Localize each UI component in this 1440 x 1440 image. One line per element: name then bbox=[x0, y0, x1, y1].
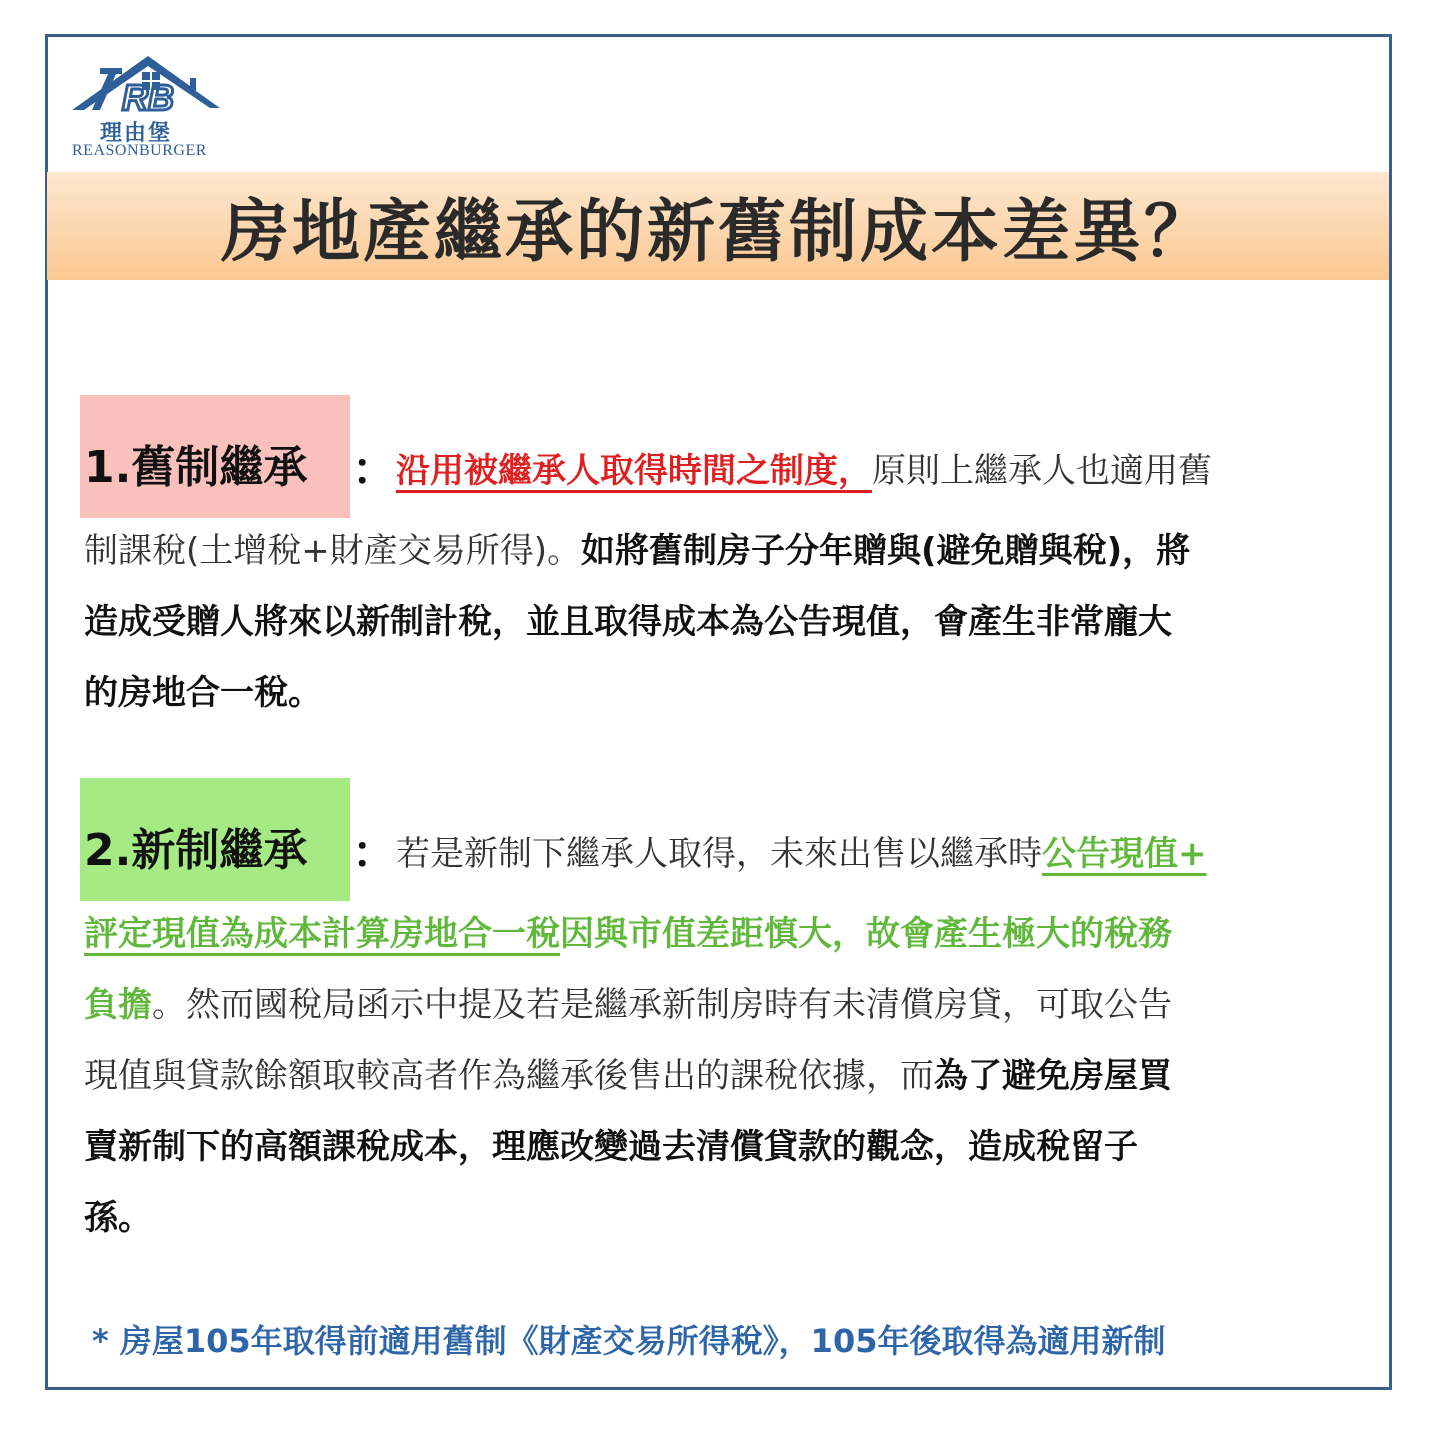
section2-line4-plain: 現值與貸款餘額取較高者作為繼承後售出的課稅依據，而 bbox=[84, 1056, 934, 1096]
footer-note: * 房屋105年取得前適用舊制《財產交易所得稅》，105年後取得為適用新制 bbox=[92, 1322, 1166, 1360]
section2-line3-green: 負擔 bbox=[84, 985, 152, 1025]
section2-line1 bbox=[396, 826, 1207, 875]
section2-line1-green: 公告現值+ bbox=[1042, 834, 1207, 874]
section2-line5: 賣新制下的高額課稅成本，理應改變過去清償貸款的觀念，造成稅留子 bbox=[84, 1127, 1138, 1167]
title-banner bbox=[47, 172, 1389, 280]
section1-line1-plain: 原則上繼承人也適用舊 bbox=[872, 451, 1212, 491]
logo-monogram: RB bbox=[122, 77, 174, 118]
section1-heading: 1.舊制繼承 bbox=[84, 442, 308, 493]
section2-heading: 2.新制繼承 bbox=[84, 825, 308, 876]
section2-line2-green-underlined: 評定現值為成本計算房地合一稅 bbox=[84, 914, 560, 954]
section1-line2 bbox=[84, 523, 1190, 572]
section2-line3 bbox=[84, 977, 1172, 1026]
section1-line2-plain: 制課稅(土增稅+財產交易所得)。 bbox=[84, 531, 582, 571]
section2-line2 bbox=[84, 906, 1172, 955]
section1-line4: 的房地合一稅。 bbox=[84, 673, 322, 713]
section1-line2-bold: 如將舊制房子分年贈與(避免贈與稅)，將 bbox=[581, 531, 1191, 571]
section1-colon: ： bbox=[352, 444, 396, 495]
section2-colon: ： bbox=[352, 827, 396, 878]
section2-line4 bbox=[84, 1048, 1172, 1097]
section2-line6: 孫。 bbox=[84, 1198, 152, 1238]
section1-red-text: 沿用被繼承人取得時間之制度， bbox=[396, 451, 872, 491]
section1-line1 bbox=[396, 443, 1212, 492]
section2-line3-plain: 。然而國稅局函示中提及若是繼承新制房時有未清償房貸，可取公告 bbox=[152, 985, 1172, 1025]
section2-line1-plain: 若是新制下繼承人取得，未來出售以繼承時 bbox=[396, 834, 1042, 874]
logo-english-name: REASONBURGER bbox=[72, 142, 207, 159]
section2-line2-green: 因與市值差距慎大，故會產生極大的稅務 bbox=[560, 914, 1172, 954]
section1-line3: 造成受贈人將來以新制計稅，並且取得成本為公告現值，會產生非常龐大 bbox=[84, 602, 1172, 642]
section2-line4-bold: 為了避免房屋買 bbox=[934, 1056, 1172, 1096]
page-title: 房地產繼承的新舊制成本差異？ bbox=[220, 192, 1215, 272]
logo-chinese-name: 理由堡 bbox=[100, 120, 173, 146]
